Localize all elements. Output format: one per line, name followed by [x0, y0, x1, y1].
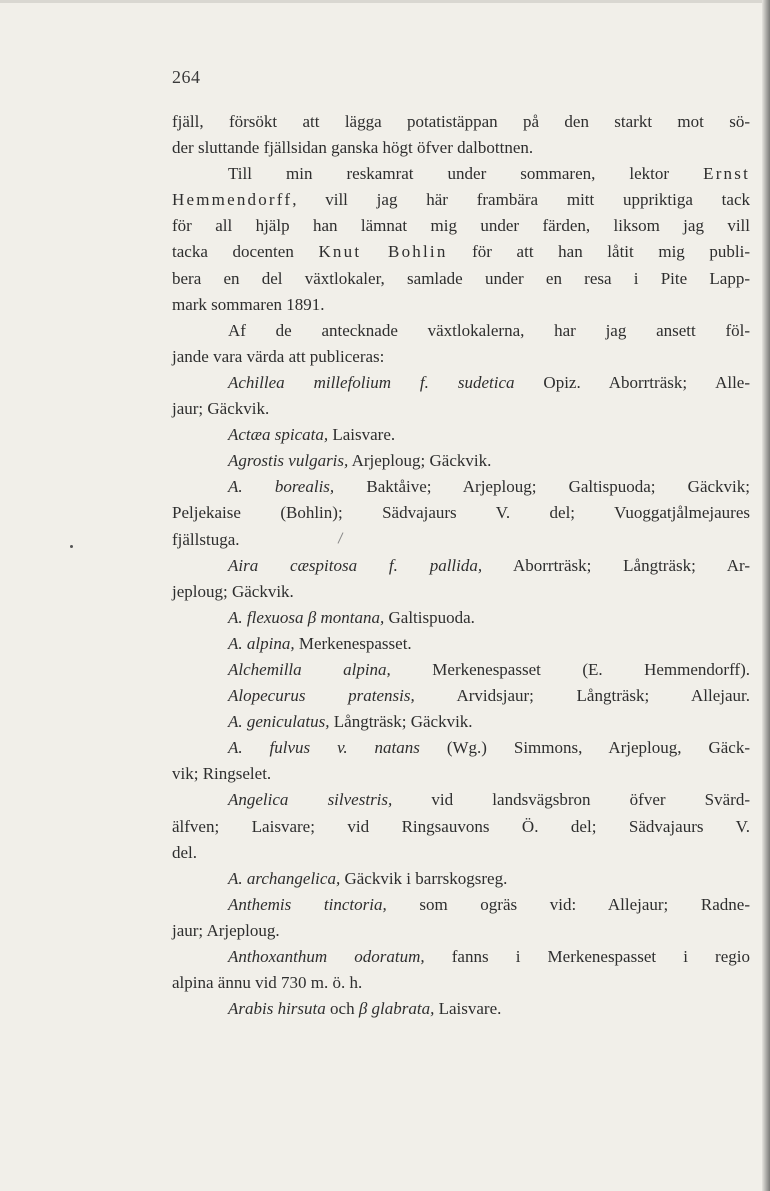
species-name: Aira cæspitosa f. pallida,: [228, 555, 483, 575]
species-name: β glabrata,: [358, 999, 435, 1019]
text-line: [172, 683, 750, 709]
page-right-edge: [762, 0, 770, 1191]
text-line: älfven; Laisvare; vid Ringsauvons Ö. del; Sädvajaurs V.: [172, 816, 750, 836]
text-line: för all hjälp han lämnat mig under färden, liksom jag vill: [172, 216, 750, 236]
text-span: vid landsvägsbron öfver Svärd-: [392, 790, 750, 810]
text-line: fjällstuga.: [172, 529, 240, 549]
species-name: Anthoxanthum odoratum,: [228, 947, 425, 966]
text-line: vik; Ringselet.: [172, 764, 272, 784]
text-line: [172, 553, 750, 579]
text-line: [172, 161, 750, 187]
text-span: , vill jag här frambära mitt uppriktiga tack: [292, 190, 750, 210]
text-line: Af de antecknade växtlokalerna, har jag ansett föl-: [228, 320, 750, 340]
text-line: [172, 239, 750, 265]
text-line: [172, 631, 750, 657]
species-name: Anthemis tinctoria,: [228, 894, 387, 914]
text-span: och: [325, 999, 359, 1019]
text-span: Galtispuoda.: [384, 607, 475, 627]
text-span: Laisvare.: [434, 999, 502, 1019]
text-span: Merkenespasset.: [294, 633, 412, 653]
species-name: A. borealis,: [228, 477, 335, 497]
species-name: Achillea millefolium f. sudetica: [228, 372, 515, 392]
text-span: Laisvare.: [328, 425, 396, 445]
species-name: A. flexuosa β montana,: [228, 607, 385, 627]
species-name: A. fulvus v. natans: [228, 738, 420, 758]
text-line: [172, 474, 750, 500]
species-name: Alopecurus pratensis,: [228, 686, 415, 706]
text-line: [172, 605, 750, 631]
text-span: Arjeploug; Gäckvik.: [348, 451, 492, 471]
text-line: [172, 422, 750, 448]
species-name: Agrostis vulgaris,: [228, 451, 349, 471]
text-span: Merkenespasset (E. Hemmendorff).: [390, 659, 750, 679]
text-line: alpina ännu vid 730 m. ö. h.: [172, 973, 363, 993]
text-line: [172, 187, 750, 213]
species-name: Angelica silvestris,: [228, 790, 393, 810]
text-line: del.: [172, 842, 198, 862]
text-line: [172, 657, 750, 683]
text-line: [172, 866, 750, 892]
spaced-name: Hemmendorff: [172, 190, 293, 210]
text-line: jaur; Arjeploug.: [172, 920, 280, 940]
text-line: bera en del växtlokaler, samlade under en resa i Pite Lapp-: [172, 268, 750, 288]
text-line: [172, 709, 750, 735]
text-span: för att han låtit mig publi-: [447, 242, 750, 262]
species-name: A. archangelica,: [228, 868, 341, 888]
text-span: Opiz. Aborrträsk; Alle-: [514, 372, 750, 392]
text-span: Gäckvik i barrskogsreg.: [340, 868, 508, 888]
text-line: mark sommaren 1891.: [172, 294, 325, 314]
species-name: Actæa spicata,: [228, 425, 329, 445]
text-line: der sluttande fjällsidan ganska högt öfver dalbottnen.: [172, 138, 534, 158]
text-span: som ogräs vid: Allejaur; Radne-: [386, 894, 750, 914]
text-line: [172, 448, 750, 474]
text-span: Baktåive; Arjeploug; Galtispuoda; Gäckvik;: [334, 477, 750, 497]
page-top-edge: [0, 0, 770, 3]
text-line: [172, 944, 750, 970]
species-name: Alchemilla alpina,: [228, 659, 391, 679]
text-line: jande vara värda att publiceras:: [172, 346, 385, 366]
text-line: [172, 735, 750, 761]
text-span: Till min reskamrat under sommaren, lektor: [228, 164, 704, 184]
text-span: fanns i Merkenespasset i regio: [424, 947, 750, 966]
text-span: tacka docenten: [172, 242, 319, 262]
page-number: 264: [172, 67, 201, 87]
stray-mark: [70, 545, 73, 548]
body-text: [172, 109, 750, 1022]
text-line: Peljekaise (Bohlin); Sädvajaurs V. del; Vuoggatjålmejaures: [172, 503, 750, 523]
species-name: Arabis hirsuta: [228, 999, 326, 1019]
text-line: fjäll, försökt att lägga potatistäppan på den starkt mot sö-: [172, 112, 750, 131]
species-name: A. alpina,: [228, 633, 295, 653]
text-span: Aborrträsk; Långträsk; Ar-: [482, 555, 750, 575]
text-span: (Wg.) Simmons, Arjeploug, Gäck-: [419, 738, 750, 758]
text-line: [172, 787, 750, 813]
species-name: A. geniculatus,: [228, 712, 330, 732]
spaced-name: Knut Bohlin: [318, 242, 448, 262]
spaced-name: Ernst: [703, 164, 750, 184]
text-line: [172, 370, 750, 396]
text-span: Arvidsjaur; Långträsk; Allejaur.: [414, 686, 750, 706]
text-line: jaur; Gäckvik.: [172, 399, 270, 419]
text-line: jeploug; Gäckvik.: [172, 581, 294, 601]
text-line: [172, 892, 750, 918]
text-line: [172, 996, 750, 1022]
text-span: Långträsk; Gäckvik.: [329, 712, 473, 732]
